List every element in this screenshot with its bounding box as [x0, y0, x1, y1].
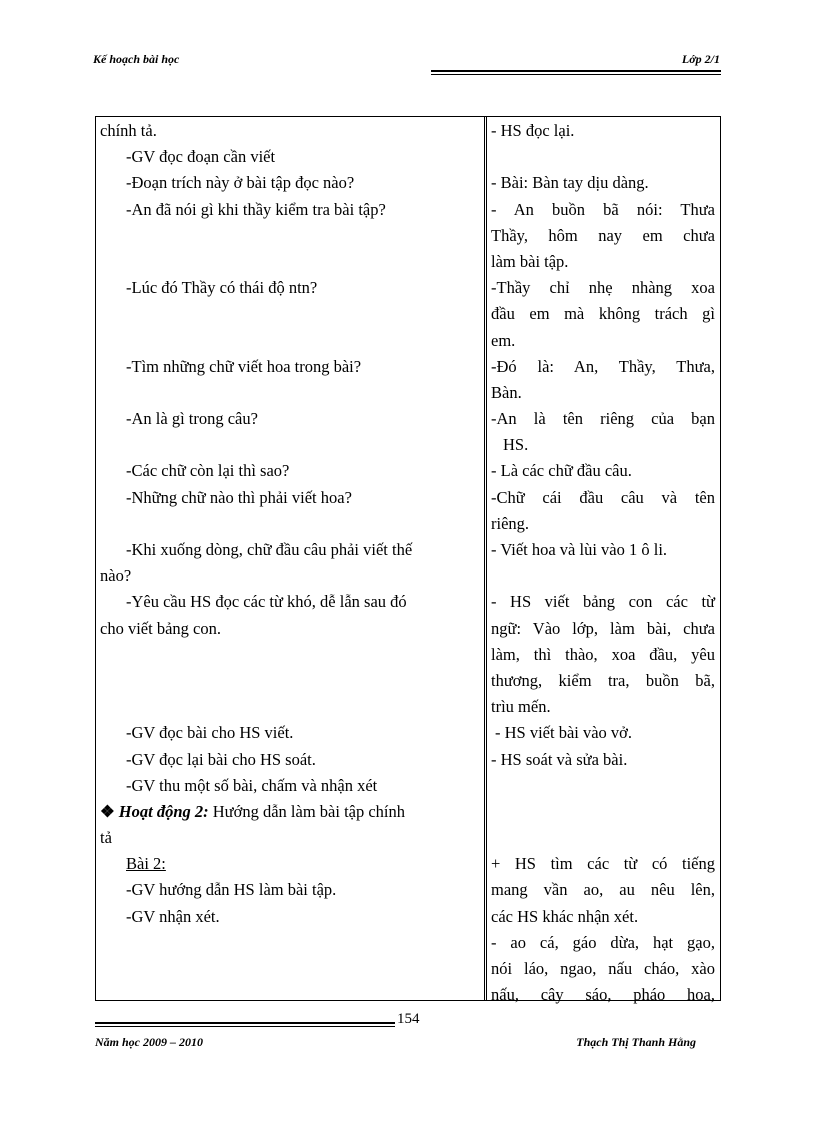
- header-left: Kế hoạch bài học: [93, 52, 180, 66]
- column-divider: [484, 116, 485, 1001]
- right-line: HS.: [503, 435, 529, 455]
- right-line: riêng.: [491, 513, 530, 533]
- right-line: nói láo, ngao, nấu cháo, xào: [491, 959, 715, 978]
- right-line: + HS tìm các từ có tiếng: [491, 854, 715, 874]
- diamond-bullet-icon: ❖: [100, 801, 115, 821]
- right-line: - HS viết bảng con các từ: [491, 592, 715, 612]
- right-line: ngữ: Vào lớp, làm bài, chưa: [491, 618, 715, 638]
- left-line: -GV hướng dẫn HS làm bài tập.: [126, 880, 337, 900]
- left-line: -Những chữ nào thì phải viết hoa?: [126, 487, 352, 507]
- left-line: -Lúc đó Thầy có thái độ ntn?: [126, 278, 318, 298]
- right-line: Thầy, hôm nay em chưa: [491, 225, 715, 245]
- right-line: -An là tên riêng của bạn: [491, 409, 715, 429]
- right-line: Bàn.: [491, 382, 522, 402]
- right-line: -Chữ cái đầu câu và tên: [491, 487, 715, 507]
- activity-heading: [100, 799, 478, 825]
- right-line: đầu em mà không trách gì: [491, 304, 715, 324]
- left-line: -GV đọc lại bài cho HS soát.: [126, 749, 316, 769]
- right-line: - HS đọc lại.: [491, 121, 575, 140]
- right-line: - An buồn bã nói: Thưa: [491, 199, 715, 219]
- page-number: 154: [397, 1011, 420, 1027]
- header-rule: [431, 70, 721, 72]
- left-line: -An là gì trong câu?: [126, 409, 258, 429]
- right-line: em.: [491, 330, 516, 350]
- left-line: -Các chữ còn lại thì sao?: [126, 461, 290, 481]
- left-line: cho viết bảng con.: [100, 618, 221, 638]
- left-line: -Yêu cầu HS đọc các từ khó, dễ lẫn sau đó: [126, 592, 407, 612]
- left-line: -An đã nói gì khi thầy kiểm tra bài tập?: [126, 199, 386, 219]
- left-line: -GV nhận xét.: [126, 906, 220, 926]
- activity-label: Hoạt động 2:: [118, 801, 209, 821]
- footer-rule: [95, 1022, 395, 1024]
- left-line: -Đoạn trích này ở bài tập đọc nào?: [126, 173, 355, 193]
- left-line: -GV thu một số bài, chấm và nhận xét: [126, 775, 378, 795]
- right-line: - ao cá, gáo dừa, hạt gạo,: [491, 932, 715, 952]
- left-line: -GV đọc bài cho HS viết.: [126, 723, 294, 743]
- left-line: -GV đọc đoạn cần viết: [126, 147, 276, 167]
- right-line: nấu, cây sáo, pháo hoa,: [491, 985, 715, 1005]
- header-right: Lớp 2/1: [681, 52, 720, 66]
- right-line: -Thầy chỉ nhẹ nhàng xoa: [491, 278, 715, 298]
- right-line: -Đó là: An, Thầy, Thưa,: [491, 356, 715, 376]
- teacher-column: [100, 118, 478, 930]
- footer-rule-thin: [95, 1026, 395, 1027]
- activity-title: Hướng dẫn làm bài tập chính: [212, 801, 406, 821]
- column-divider-double: [486, 116, 487, 1001]
- right-line: - HS soát và sửa bài.: [491, 749, 628, 769]
- left-line: chính tả.: [100, 121, 157, 140]
- right-line: - HS viết bài vào vở.: [495, 723, 633, 743]
- right-line: làm, thì thào, xoa đầu, yêu: [491, 644, 715, 664]
- left-line: -Tìm những chữ viết hoa trong bài?: [126, 356, 362, 376]
- footer-school-year: Năm học 2009 – 2010: [95, 1035, 203, 1049]
- exercise-label: Bài 2:: [126, 854, 166, 874]
- right-line: mang vần ao, au nêu lên,: [491, 880, 715, 900]
- left-line: -Khi xuống dòng, chữ đầu câu phải viết thế: [126, 540, 413, 559]
- right-line: - Là các chữ đầu câu.: [491, 461, 632, 481]
- right-line: thương, kiểm tra, buồn bã,: [491, 670, 715, 690]
- right-line: các HS khác nhận xét.: [491, 906, 639, 926]
- student-column: [491, 118, 715, 1008]
- left-line: nào?: [100, 566, 132, 586]
- right-line: - Viết hoa và lùi vào 1 ô li.: [491, 540, 668, 559]
- header-rule-thin: [431, 74, 721, 75]
- right-line: - Bài: Bàn tay dịu dàng.: [491, 173, 649, 193]
- footer-author: Thạch Thị Thanh Hằng: [576, 1035, 696, 1049]
- right-line: trìu mến.: [491, 697, 551, 717]
- right-line: làm bài tập.: [491, 251, 569, 271]
- left-line: tả: [100, 828, 112, 848]
